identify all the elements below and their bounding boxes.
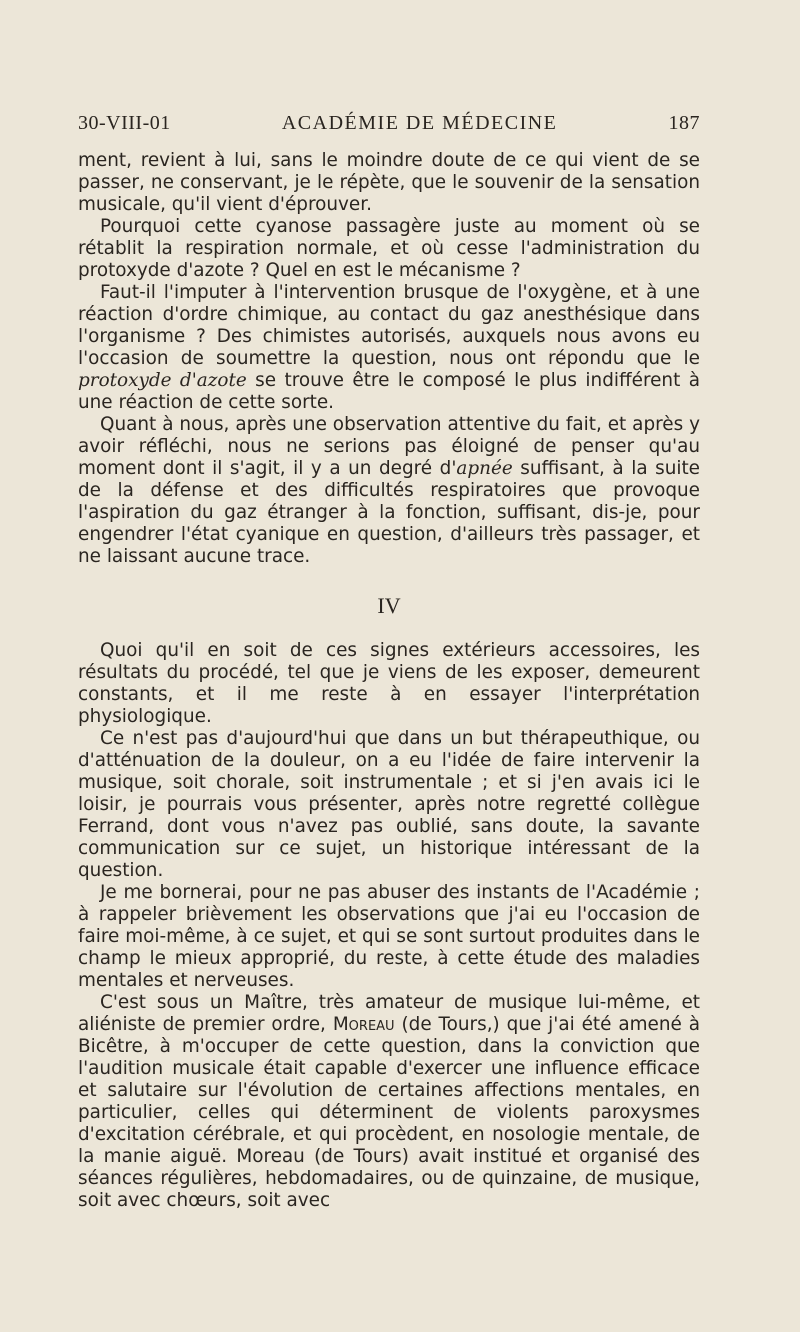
- paragraph-4-italic: apnée: [456, 458, 513, 479]
- paragraph-8-text-b: (de Tours,) que j'ai été amené à Bicêtre, à m'occuper de cette question, dans la conviction que l'audition musicale était capable d'exercer une influence efficace et salutaire sur l'évolution de certaines affections mentales, en particulier, celles qui déterminent de violents paroxysmes d'excitation cérébrale, et qui procèdent, en nosologie mentale, de la manie aiguë. Moreau (de Tours) avait institué et organisé des séances régulières, hebdomadaires, ou de quinzaine, de musique, soit avec chœurs, soit avec: [78, 1014, 701, 1211]
- header-date: 30-VIII-01: [78, 112, 171, 134]
- paragraph-4: [78, 414, 700, 568]
- paragraph-4-text-b: suffisant, à la suite de la défense et des difficultés respiratoires que provoque l'aspiration du gaz étranger à la fonction, suffisant, dis-je, pour engendrer l'état cyanique en question, d'ailleurs très passager, et ne laissant aucune trace.: [78, 458, 700, 567]
- paragraph-7: Je me bornerai, pour ne pas abuser des instants de l'Académie ; à rappeler brièvement les observations que j'ai eu l'occasion de faire moi-même, à ce sujet, et qui se sont surtout produites dans le champ le mieux approprié, du reste, à cette étude des maladies mentales et nerveuses.: [78, 882, 700, 991]
- paragraph-8: [78, 992, 700, 1212]
- paragraph-3-text-b: se trouve être le composé le plus indifférent à une réaction de cette sorte.: [78, 370, 700, 413]
- paragraph-3: [78, 282, 700, 414]
- author-name-moreau: Moreau: [332, 1014, 395, 1035]
- running-head: [78, 112, 700, 146]
- paragraph-1: ment, revient à lui, sans le moindre doute de ce qui vient de se passer, ne conservant, je le répète, que le souvenir de la sensation musicale, qu'il vient d'éprouver.: [78, 150, 700, 215]
- page: [78, 112, 700, 1212]
- paragraph-2: Pourquoi cette cyanose passagère juste au moment où se rétablit la respiration normale, et où cesse l'administration du protoxyde d'azote ? Quel en est le mécanisme ?: [78, 216, 700, 281]
- paragraph-5: Quoi qu'il en soit de ces signes extérieurs accessoires, les résultats du procédé, tel que je viens de les exposer, demeurent constants, et il me reste à en essayer l'interprétation physiologique.: [78, 640, 700, 727]
- paragraph-6: Ce n'est pas d'aujourd'hui que dans un but thérapeuthique, ou d'atténuation de la douleur, on a eu l'idée de faire intervenir la musique, soit chorale, soit instrumentale ; et si j'en avais ici le loisir, je pourrais vous présenter, après notre regretté collègue Ferrand, dont vous n'avez pas oublié, sans doute, la savante communication sur ce sujet, un historique intéressant de la question.: [78, 728, 700, 881]
- paragraph-4-text-a: Quant à nous, après une observation attentive du fait, et après y avoir réfléchi, nous ne serions pas éloigné de penser qu'au moment dont il s'agit, il y a un degré d': [78, 414, 700, 479]
- page-number: 187: [668, 112, 700, 134]
- paragraph-3-italic: protoxyde d'azote: [78, 370, 247, 391]
- section-heading: IV: [377, 593, 401, 618]
- paragraph-8-text-a: C'est sous un Maître, très amateur de musique lui-même, et aliéniste de premier ordre,: [78, 992, 700, 1035]
- paragraph-3-text-a: Faut-il l'imputer à l'intervention brusque de l'oxygène, et à une réaction d'ordre chimique, au contact du gaz anesthésique dans l'organisme ? Des chimistes autorisés, auxquels nous avons eu l'occasion de soumettre la question, nous ont répondu que le: [78, 282, 700, 369]
- header-title: ACADÉMIE DE MÉDECINE: [281, 112, 558, 134]
